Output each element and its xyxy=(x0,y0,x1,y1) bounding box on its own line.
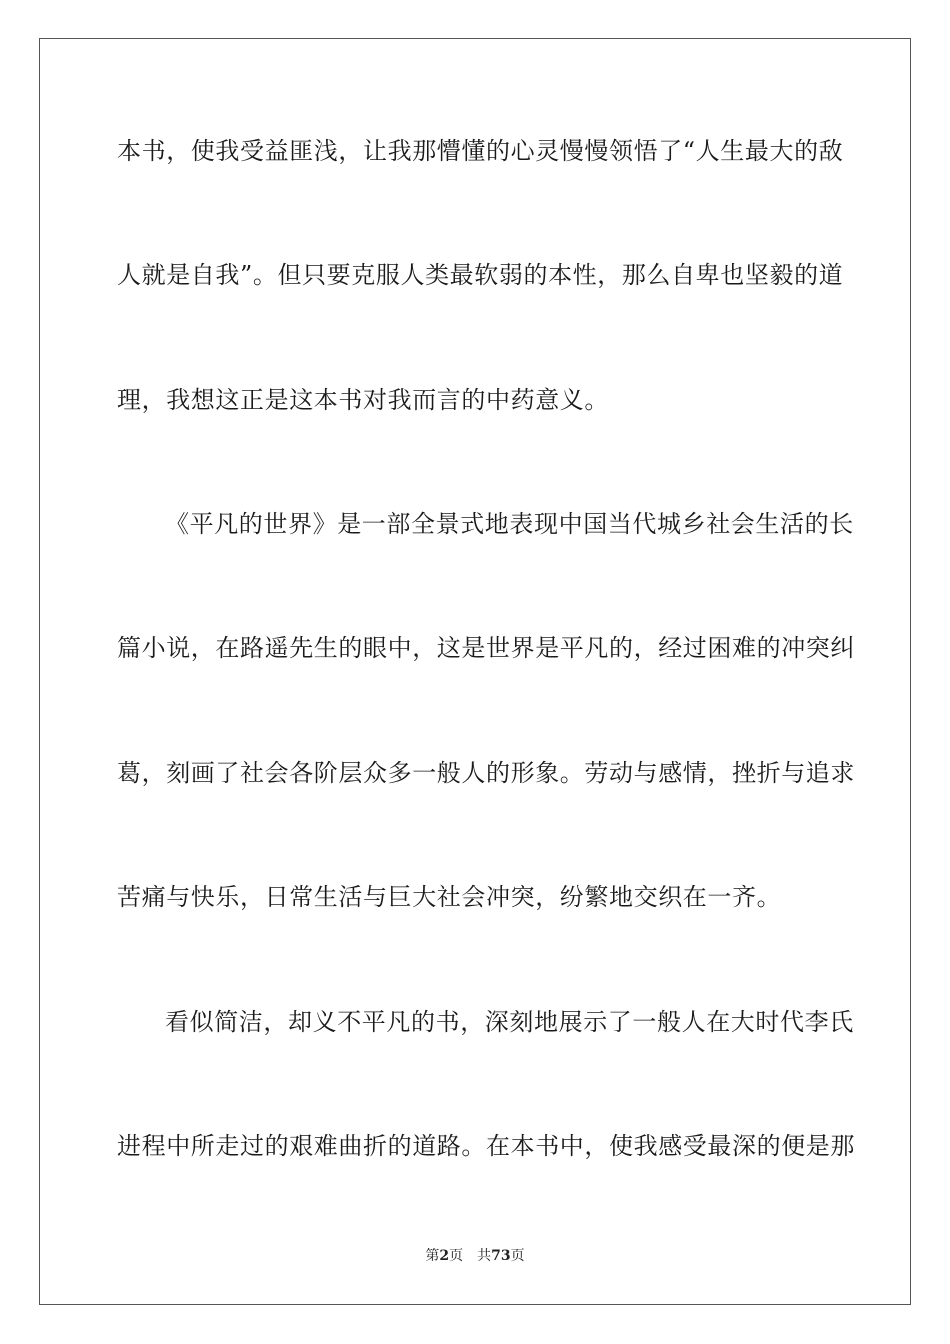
text-line: 苦痛与快乐，日常生活与巨大社会冲突，纷繁地交织在一齐。 xyxy=(117,883,782,911)
text-line: 进程中所走过的艰难曲折的道路。在本书中，使我感受最深的便是那 xyxy=(117,1132,855,1160)
paragraph-start-line: 《平凡的世界》是一部全景式地表现中国当代城乡社会生活的长 xyxy=(165,510,854,538)
text-line: 人就是自我”。但只要克服人类最软弱的本性，那么自卑也坚毅的道 xyxy=(117,261,844,289)
total-prefix: 共 xyxy=(477,1248,492,1264)
total-pages: 73 xyxy=(491,1248,511,1264)
page-prefix: 第 xyxy=(425,1248,440,1264)
paragraph-start-line: 看似简洁，却义不平凡的书，深刻地展示了一般人在大时代李氏 xyxy=(165,1008,854,1036)
text-line: 理，我想这正是这本书对我而言的中药意义。 xyxy=(117,386,609,414)
page-border xyxy=(39,38,911,1305)
total-suffix: 页 xyxy=(510,1248,525,1264)
page-suffix: 页 xyxy=(449,1248,464,1264)
text-line: 葛，刻画了社会各阶层众多一般人的形象。劳动与感情，挫折与追求 xyxy=(117,759,855,787)
text-line: 本书，使我受益匪浅，让我那懵懂的心灵慢慢领悟了“人生最大的敌 xyxy=(117,137,844,165)
page-footer xyxy=(0,1247,950,1265)
text-line: 篇小说，在路遥先生的眼中，这是世界是平凡的，经过困难的冲突纠 xyxy=(117,634,855,662)
page-number: 2 xyxy=(439,1248,450,1264)
